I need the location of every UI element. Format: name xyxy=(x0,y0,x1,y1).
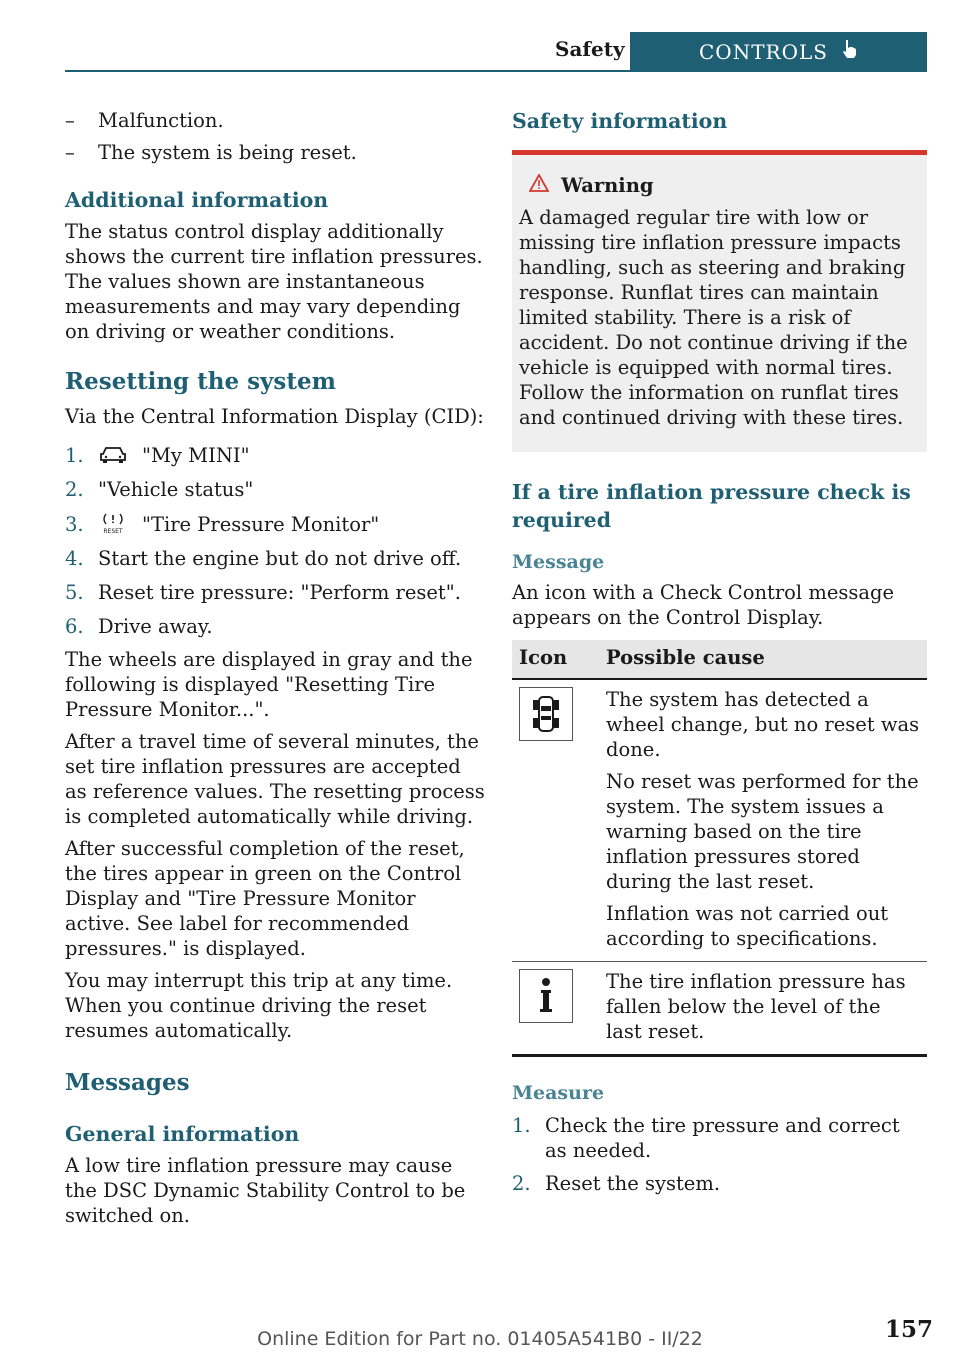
header-chapter-tab xyxy=(630,32,927,71)
step-item xyxy=(65,443,485,468)
step-item xyxy=(65,546,485,571)
table-row xyxy=(512,962,927,1056)
page-number: 157 xyxy=(885,1316,934,1343)
step-item xyxy=(65,580,485,605)
resetting-heading: Resetting the system xyxy=(65,368,336,395)
possible-causes-table xyxy=(512,640,927,1057)
general-info-heading: General information xyxy=(65,1122,300,1146)
cause-text: The tire inflation pressure has fallen below the level of the last reset. xyxy=(606,970,906,1043)
table-header-row xyxy=(512,640,927,679)
dash-item-text: The system is being reset. xyxy=(98,141,357,164)
step-text: "My MINI" xyxy=(142,444,250,467)
dash-list-item xyxy=(65,140,485,165)
step-text: Drive away. xyxy=(98,615,213,638)
step-item xyxy=(65,614,485,639)
step-number: 1. xyxy=(65,444,84,467)
step-number: 3. xyxy=(65,513,84,536)
general-info-text: A low tire inflation pressure may cause the DSC Dynamic Stability Control to be switched on. xyxy=(65,1154,466,1227)
measure-text: Check the tire pressure and correct as needed. xyxy=(545,1114,900,1162)
table-cell-cause xyxy=(599,962,927,1056)
table-cell-icon xyxy=(512,962,599,1056)
wheel-change-icon xyxy=(519,687,573,741)
measure-item xyxy=(512,1113,927,1163)
table-header-cause: Possible cause xyxy=(599,640,927,679)
step-text: Reset tire pressure: "Perform reset". xyxy=(98,581,461,604)
car-icon xyxy=(98,445,132,465)
reset-paragraph-4: You may interrupt this trip at any time. When you continue driving the reset resumes automatically. xyxy=(65,969,453,1042)
step-number: 2. xyxy=(65,478,84,501)
measure-number: 2. xyxy=(512,1172,531,1195)
message-text: An icon with a Check Control message appears on the Control Display. xyxy=(512,581,895,629)
step-text: Start the engine but do not drive off. xyxy=(98,547,462,570)
warning-box xyxy=(512,150,927,452)
step-item xyxy=(65,477,485,502)
cause-text: No reset was performed for the system. The system issues a warning based on the tire inflation pressures stored during the last reset. xyxy=(606,770,919,893)
warning-header xyxy=(519,173,921,198)
check-required-heading: If a tire inflation pressure check is required xyxy=(512,480,911,532)
measure-item xyxy=(512,1171,927,1196)
info-icon xyxy=(519,969,573,1023)
step-number: 4. xyxy=(65,547,84,570)
reset-paragraph-3: After successful completion of the reset, the tires appear in green on the Control Display and "Tire Pressure Monitor active. See label for recommended pressures." is displayed. xyxy=(65,837,465,960)
additional-info-heading: Additional information xyxy=(65,188,329,212)
warning-label: Warning xyxy=(561,174,654,197)
measure-subheading: Measure xyxy=(512,1082,605,1104)
step-content xyxy=(98,443,250,468)
cause-text: Inflation was not carried out according to specifications. xyxy=(606,902,889,950)
dash-marker: – xyxy=(65,109,75,132)
table-header-icon: Icon xyxy=(512,640,599,679)
left-column xyxy=(65,108,485,1228)
step-text: "Tire Pressure Monitor" xyxy=(142,513,380,536)
messages-heading: Messages xyxy=(65,1069,190,1096)
right-column xyxy=(512,108,927,1196)
svg-text:RESET: RESET xyxy=(103,528,123,534)
header-chapter-label: CONTROLS xyxy=(699,39,828,64)
step-number: 6. xyxy=(65,615,84,638)
step-item xyxy=(65,512,485,537)
additional-info-text: The status control display additionally shows the current tire inflation pressures. The values shown are instantaneous measurements and may vary depending on driving or weather conditions. xyxy=(65,220,483,343)
cause-text: The system has detected a wheel change, but no reset was done. xyxy=(606,688,920,761)
safety-info-heading: Safety information xyxy=(512,109,728,133)
header-section-title: Safety xyxy=(555,37,625,61)
table-cell-icon xyxy=(512,679,599,962)
warning-text: A damaged regular tire with low or missing tire inflation pressure impacts handling, such as steering and braking response. Runflat tires can maintain limited stability. There is a risk of accident. Do not continue driving if the vehicle is equipped with normal tires. Follow the information on runflat tires and continued driving with these tires. xyxy=(519,206,908,429)
reset-paragraph-2: After a travel time of several minutes, the set tire inflation pressures are accepted as reference values. The resetting process is completed automatically while driving. xyxy=(65,730,485,828)
footer-edition: Online Edition for Part no. 01405A541B0 - II/22 xyxy=(257,1328,703,1350)
dash-item-text: Malfunction. xyxy=(98,109,224,132)
header-rule xyxy=(65,70,927,72)
dash-list-item xyxy=(65,108,485,133)
tire-reset-icon xyxy=(98,512,132,532)
step-text: "Vehicle status" xyxy=(98,478,254,501)
table-row xyxy=(512,679,927,962)
table-cell-cause xyxy=(599,679,927,962)
measure-text: Reset the system. xyxy=(545,1172,721,1195)
reset-paragraph-1: The wheels are displayed in gray and the following is displayed "Resetting Tire Pressure Monitor...". xyxy=(65,648,473,721)
message-subheading: Message xyxy=(512,551,605,573)
step-number: 5. xyxy=(65,581,84,604)
reset-intro: Via the Central Information Display (CID): xyxy=(65,405,484,428)
step-content xyxy=(98,512,379,537)
hand-pointer-icon xyxy=(840,38,858,65)
dash-marker: – xyxy=(65,141,75,164)
measure-number: 1. xyxy=(512,1114,531,1137)
warning-triangle-icon xyxy=(529,173,549,198)
